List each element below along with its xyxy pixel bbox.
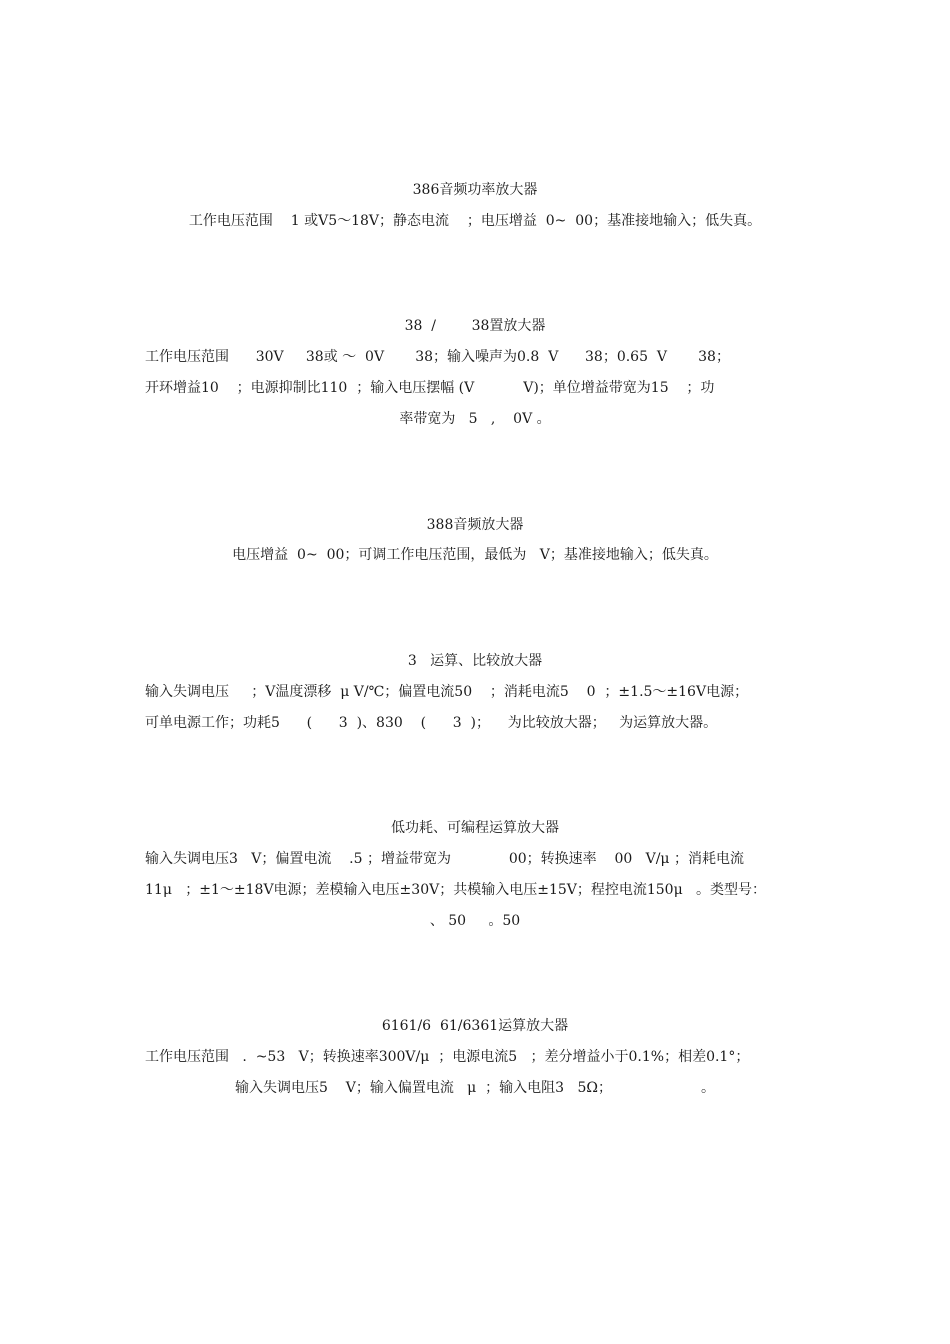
section-5-line-3: 、 50 。50 (429, 913, 521, 929)
section-5-title: 低功耗、可编程运算放大器 (391, 820, 559, 836)
section-6-title: 6161/6 61/6361运算放大器 (381, 1018, 569, 1034)
section-2-line-2: 开环增益10 ；电源抑制比110 ；输入电压摆幅 (V V)；单位增益带宽为15 ；功 (145, 380, 715, 396)
section-5-line-2: 11μ ；±1～±18V电源；差模输入电压±30V；共模输入电压±15V；程控电流150μ 。类型号： (145, 882, 767, 898)
section-2-line-3: 率带宽为 5 , 0V 。 (399, 411, 551, 427)
section-3-line-1: 电压增益 0~ 00；可调工作电压范围，最低为 V；基准接地输入；低失真。 (232, 547, 718, 563)
section-6-line-2: 输入失调电压5 V；输入偏置电流 μ ；输入电阻3 5Ω； 。 (235, 1080, 715, 1096)
section-4-title: 3 运算、比较放大器 (407, 653, 543, 669)
section-6-line-1: 工作电压范围 . ~53 V；转换速率300V/μ ；电源电流5 ；差分增益小于0.1%；相差0.1°； (145, 1049, 750, 1065)
section-4-line-1: 输入失调电压 ；V温度漂移 μ V/℃；偏置电流50 ；消耗电流5 0 ；±1.5～±16V电源； (145, 684, 749, 700)
section-5-line-1: 输入失调电压3 V；偏置电流 .5 ；增益带宽为 00；转换速率 00 V/μ ；消耗电流 (145, 851, 744, 867)
section-2-title: 38 / 38置放大器 (404, 318, 546, 334)
section-1-title: 386音频功率放大器 (412, 182, 538, 198)
section-2-line-1: 工作电压范围 30V 38或 ～ 0V 38；输入噪声为0.8 V 38；0.65 V 38； (145, 349, 730, 365)
section-4-line-2: 可单电源工作；功耗5 ( 3 )、830 ( 3 )； 为比较放大器； 为运算放大器。 (145, 715, 718, 731)
section-3-title: 388音频放大器 (426, 517, 524, 533)
section-1-line-1: 工作电压范围 1 或V5～18V；静态电流 ；电压增益 0~ 00；基准接地输入；低失真。 (188, 213, 762, 229)
